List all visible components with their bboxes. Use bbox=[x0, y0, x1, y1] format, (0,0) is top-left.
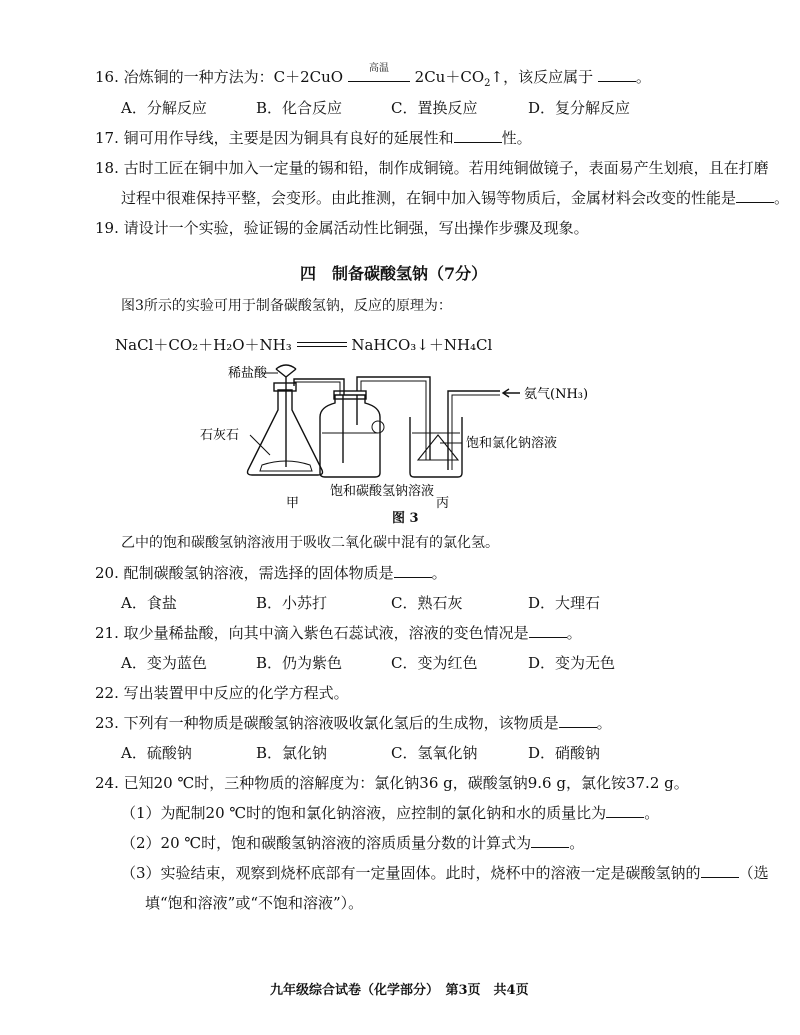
connecting-tube-1 bbox=[294, 379, 344, 395]
label-ammonia: 氨气(NH₃) bbox=[524, 387, 589, 402]
q22-number: 22. bbox=[95, 684, 119, 702]
page-footer: 九年级综合试卷（化学部分） 第3页 共4页 bbox=[270, 983, 529, 998]
q20-answer-blank[interactable] bbox=[394, 563, 432, 578]
q16-option-c[interactable]: C．置换反应 bbox=[391, 99, 478, 117]
q20-end: 。 bbox=[431, 564, 447, 582]
q16-arrow bbox=[348, 62, 410, 82]
q19-text: 请设计一个实验，验证锡的金属活动性比铜强，写出操作步骤及现象。 bbox=[123, 219, 589, 237]
q21-option-b[interactable]: B．仍为紫色 bbox=[256, 654, 343, 672]
q16-text-c: ↑，该反应属于 bbox=[490, 68, 594, 86]
q24-sub1-answer-blank[interactable] bbox=[606, 803, 644, 818]
q16-option-a[interactable]: A．分解反应 bbox=[121, 99, 207, 117]
erlenmeyer-flask bbox=[248, 390, 323, 475]
q17-answer-blank[interactable] bbox=[454, 128, 502, 143]
q24-stem bbox=[95, 772, 689, 794]
q21-option-c[interactable]: C．变为红色 bbox=[391, 654, 478, 672]
q16-stem bbox=[95, 62, 651, 95]
label-bing: 丙 bbox=[436, 496, 450, 511]
q24-sub2-answer-blank[interactable] bbox=[531, 833, 569, 848]
q16-sub: 2 bbox=[484, 78, 491, 89]
gas-washing-bottle bbox=[320, 395, 380, 477]
label-jia: 甲 bbox=[286, 496, 300, 511]
q23-option-a[interactable]: A．硫酸钠 bbox=[121, 744, 192, 762]
q18-text-1: 古时工匠在铜中加入一定量的锡和铅，制作成铜镜。若用纯铜做镜子，表面易产生划痕，且在打磨 bbox=[123, 159, 769, 177]
q24-sub3-cont: 填“饱和溶液”或“不饱和溶液”）。 bbox=[145, 894, 364, 912]
label-limestone: 石灰石 bbox=[200, 428, 240, 443]
q24-sub3-text: （3）实验结束，观察到烧杯底部有一定量固体。此时，烧杯中的溶液一定是碳酸氢钠的 bbox=[121, 864, 701, 882]
q16-answer-blank[interactable] bbox=[598, 67, 636, 82]
long-neck-funnel bbox=[276, 369, 296, 467]
q18-end: 。 bbox=[774, 189, 790, 207]
reaction-equation bbox=[115, 334, 492, 356]
q23-option-d[interactable]: D．硝酸钠 bbox=[528, 744, 601, 762]
q18-number: 18. bbox=[95, 159, 119, 177]
q23-option-b[interactable]: B．氯化钠 bbox=[256, 744, 328, 762]
label-sat-nacl: 饱和氯化钠溶液 bbox=[466, 436, 558, 451]
q23-stem bbox=[95, 712, 612, 734]
figure-caption: 图 3 bbox=[392, 511, 419, 526]
q21-option-d[interactable]: D．变为无色 bbox=[528, 654, 616, 672]
q24-number: 24. bbox=[95, 774, 119, 792]
q24-sub2: （2）20 ℃时，饱和碳酸氢钠溶液的溶质质量分数的计算式为 。 bbox=[121, 834, 585, 852]
note-text: 乙中的饱和碳酸氢钠溶液用于吸收二氧化碳中混有的氯化氢。 bbox=[121, 535, 499, 551]
q16-text-a: 冶炼铜的一种方法为：C＋2CuO bbox=[123, 68, 348, 86]
q24-sub3-answer-blank[interactable] bbox=[701, 863, 739, 878]
q21-text: 取少量稀盐酸，向其中滴入紫色石蕊试液，溶液的变色情况是 bbox=[123, 624, 529, 642]
q20-option-d[interactable]: D．大理石 bbox=[528, 594, 601, 612]
q21-number: 21. bbox=[95, 624, 119, 642]
q20-number: 20. bbox=[95, 564, 119, 582]
q20-option-c[interactable]: C．熟石灰 bbox=[391, 594, 463, 612]
label-dilute-hcl: 稀盐酸 bbox=[228, 366, 268, 381]
q18-line1 bbox=[95, 157, 769, 179]
q19-number: 19. bbox=[95, 219, 119, 237]
ammonia-inlet-tube bbox=[448, 391, 500, 470]
q18-line2 bbox=[121, 187, 789, 209]
q23-end: 。 bbox=[596, 714, 612, 732]
q24-text: 已知20 ℃时，三种物质的溶解度为：氯化钠36 g，碳酸氢钠9.6 g，氯化铵37.2 g。 bbox=[123, 774, 689, 792]
label-sat-nahco3: 饱和碳酸氢钠溶液 bbox=[330, 484, 435, 499]
q24-sub3: （3）实验结束，观察到烧杯底部有一定量固体。此时，烧杯中的溶液一定是碳酸氢钠的 （选 bbox=[121, 864, 769, 882]
q20-option-b[interactable]: B．小苏打 bbox=[256, 594, 328, 612]
q22-text: 写出装置甲中反应的化学方程式。 bbox=[123, 684, 349, 702]
q21-answer-blank[interactable] bbox=[529, 623, 567, 638]
q16-text-b: 2Cu＋CO bbox=[414, 68, 485, 86]
q17-text-a: 铜可用作导线，主要是因为铜具有良好的延展性和 bbox=[123, 129, 454, 147]
q16-option-d[interactable]: D．复分解反应 bbox=[528, 99, 631, 117]
q24-sub2-text: （2）20 ℃时，饱和碳酸氢钠溶液的溶质质量分数的计算式为 bbox=[121, 834, 532, 852]
q17-stem bbox=[95, 127, 532, 149]
beaker bbox=[410, 417, 462, 477]
reaction-left: NaCl＋CO₂＋H₂O＋NH₃ bbox=[115, 336, 292, 354]
q23-answer-blank[interactable] bbox=[559, 713, 597, 728]
reaction-equal-sign bbox=[297, 342, 347, 350]
connecting-tube-2 bbox=[357, 377, 430, 460]
q16-condition: 高温 bbox=[368, 62, 389, 74]
q23-number: 23. bbox=[95, 714, 119, 732]
q17-text-b: 性。 bbox=[501, 129, 532, 147]
q18-text-2: 过程中很难保持平整，会变形。由此推测，在铜中加入锡等物质后，金属材料会改变的性能是 bbox=[121, 189, 737, 207]
reaction-right: NaHCO₃↓＋NH₄Cl bbox=[351, 336, 493, 354]
q16-end: 。 bbox=[635, 68, 651, 86]
q17-number: 17. bbox=[95, 129, 119, 147]
figure-3-apparatus bbox=[0, 355, 800, 525]
q20-text: 配制碳酸氢钠溶液，需选择的固体物质是 bbox=[123, 564, 394, 582]
section-title: 四 制备碳酸氢钠（7分） bbox=[300, 264, 488, 283]
ammonia-arrow bbox=[503, 389, 520, 397]
q20-stem bbox=[95, 562, 447, 584]
q18-answer-blank[interactable] bbox=[736, 188, 774, 203]
q22-stem bbox=[95, 682, 349, 704]
q20-option-a[interactable]: A．食盐 bbox=[121, 594, 177, 612]
q19-stem bbox=[95, 217, 589, 239]
q23-option-c[interactable]: C．氢氧化钠 bbox=[391, 744, 478, 762]
q16-option-b[interactable]: B．化合反应 bbox=[256, 99, 343, 117]
q24-sub1-text: （1）为配制20 ℃时的饱和氯化钠溶液，应控制的氯化钠和水的质量比为 bbox=[121, 804, 607, 822]
q21-end: 。 bbox=[566, 624, 582, 642]
q21-stem bbox=[95, 622, 582, 644]
q24-sub1: （1）为配制20 ℃时的饱和氯化钠溶液，应控制的氯化钠和水的质量比为 。 bbox=[121, 804, 660, 822]
q16-number: 16. bbox=[95, 68, 119, 86]
intro-text: 图3所示的实验可用于制备碳酸氢钠，反应的原理为： bbox=[121, 298, 452, 314]
q23-text: 下列有一种物质是碳酸氢钠溶液吸收氯化氢后的生成物，该物质是 bbox=[123, 714, 559, 732]
q21-option-a[interactable]: A．变为蓝色 bbox=[121, 654, 207, 672]
